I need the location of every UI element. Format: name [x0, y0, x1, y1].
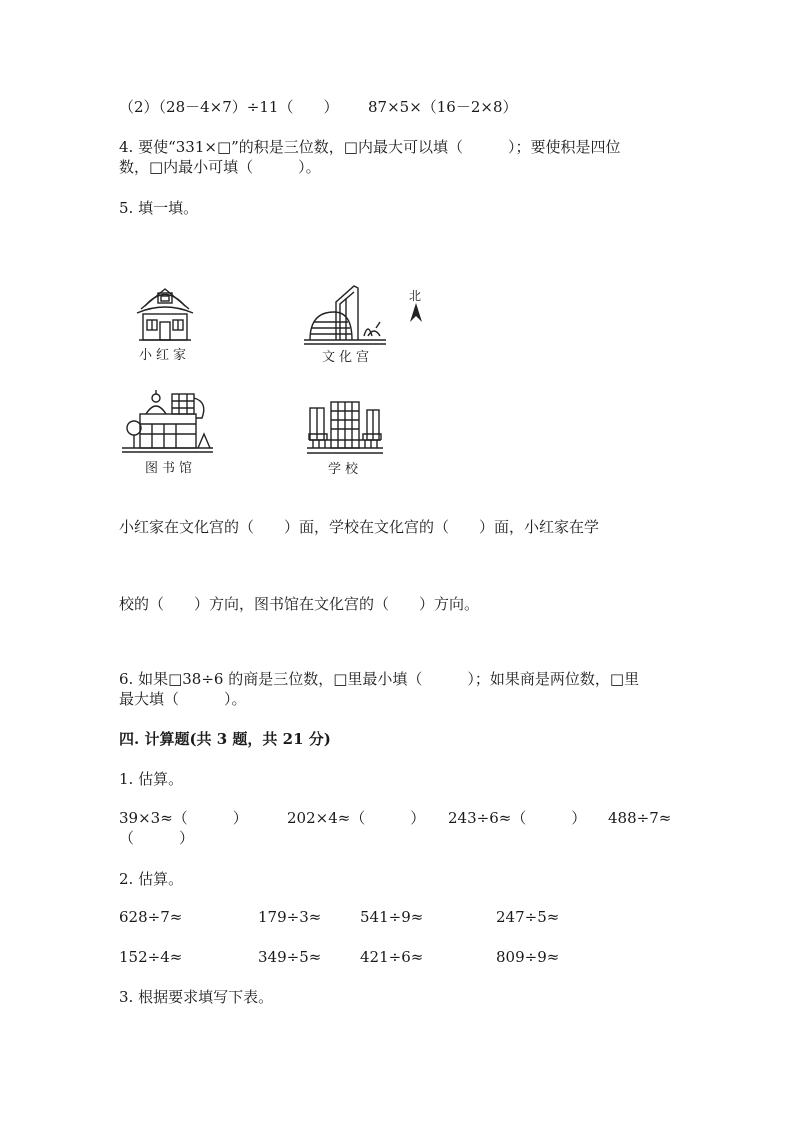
calc1-item-2: 202×4≈（ ） [287, 809, 426, 827]
calc2-r1-c2: 179÷3≈ [258, 908, 322, 926]
q5-line2: 校的（ ）方向，图书馆在文化宫的（ ）方向。 [119, 595, 480, 613]
calc3-title: 3. 根据要求填写下表。 [119, 988, 274, 1006]
home-building-icon [135, 283, 195, 343]
calc1-item-1: 39×3≈（ ） [119, 809, 248, 827]
calc2-r2-c2: 349÷5≈ [258, 948, 322, 966]
calc2-title: 2. 估算。 [119, 870, 184, 888]
calc2-r1-c3: 541÷9≈ [360, 908, 424, 926]
calc2-r1-c1: 628÷7≈ [119, 908, 183, 926]
q4-line2: 数，□内最小可填（ ）。 [119, 158, 321, 176]
calc1-title: 1. 估算。 [119, 770, 184, 788]
q5-title: 5. 填一填。 [119, 199, 199, 217]
q6-line2: 最大填（ ）。 [119, 690, 247, 708]
calc2-r2-c1: 152÷4≈ [119, 948, 183, 966]
library-caption: 图书馆 [145, 461, 197, 476]
calc1-item-4: 488÷7≈ [608, 809, 672, 827]
calc1-item-3: 243÷6≈（ ） [448, 809, 587, 827]
school-caption: 学校 [328, 462, 363, 477]
culture-palace-caption: 文化宫 [322, 350, 374, 365]
north-arrow-icon [409, 302, 423, 324]
q3-part2-expr1: （2）（28－4×7）÷11（ ） [119, 98, 339, 116]
calc2-r1-c4: 247÷5≈ [496, 908, 560, 926]
section4-title: 四. 计算题(共 3 题，共 21 分) [119, 730, 331, 748]
q5-line1: 小红家在文化宫的（ ）面，学校在文化宫的（ ）面，小红家在学 [119, 518, 600, 536]
calc1-wrap: （ ） [119, 829, 195, 847]
q6-line1: 6. 如果□38÷6 的商是三位数，□里最小填（ ）；如果商是两位数，□里 [119, 670, 640, 688]
library-building-icon [120, 384, 215, 454]
school-building-icon [305, 396, 385, 456]
calc2-r2-c3: 421÷6≈ [360, 948, 424, 966]
q4-line1: 4. 要使“331×□”的积是三位数，□内最大可以填（ ）；要使积是四位 [119, 138, 621, 156]
culture-palace-building-icon [302, 282, 387, 346]
q3-part2-expr2: 87×5×（16－2×8） [368, 98, 518, 116]
calc2-r2-c4: 809÷9≈ [496, 948, 560, 966]
home-caption: 小红家 [139, 348, 191, 363]
north-label: 北 [409, 289, 422, 303]
